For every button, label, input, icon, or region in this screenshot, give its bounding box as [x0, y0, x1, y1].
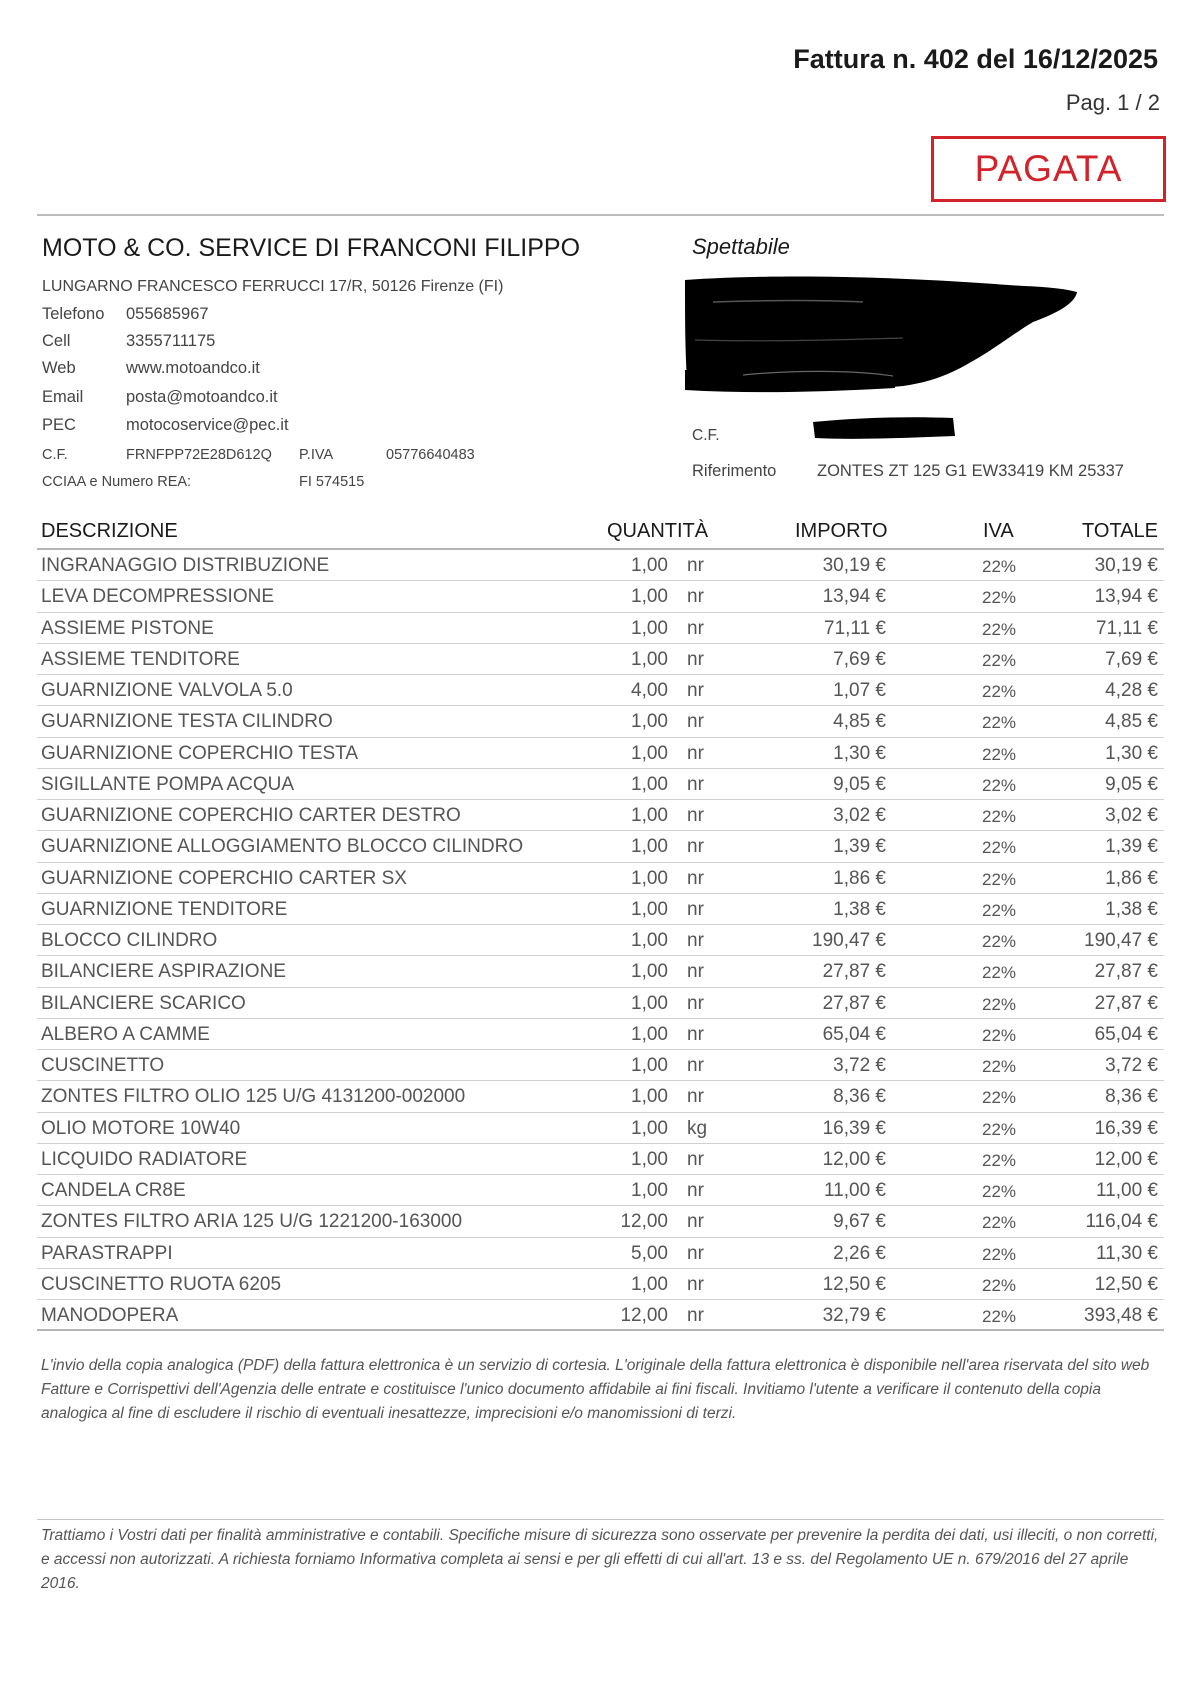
item-amount: 1,39 €: [833, 836, 886, 858]
item-quantity: 1,00: [631, 711, 668, 733]
header-quantity: QUANTITÀ: [607, 520, 709, 542]
item-description: MANODOPERA: [41, 1305, 179, 1326]
item-unit: nr: [687, 1273, 704, 1295]
item-description: ZONTES FILTRO OLIO 125 U/G 4131200-002000: [41, 1086, 466, 1108]
table-row: [37, 1238, 1164, 1269]
item-description: GUARNIZIONE VALVOLA 5.0: [41, 680, 293, 701]
table-row: [37, 1144, 1164, 1175]
item-unit: nr: [687, 1242, 704, 1264]
item-description: PARASTRAPPI: [41, 1242, 173, 1264]
item-vat: 22%: [982, 1025, 1017, 1045]
item-unit: nr: [687, 898, 704, 920]
item-unit: nr: [687, 1211, 704, 1233]
item-total: 11,30 €: [1096, 1242, 1158, 1264]
table-row: [37, 1175, 1164, 1206]
invoice-title: Fattura n. 402 del 16/12/2025: [793, 44, 1158, 74]
item-description: BLOCCO CILINDRO: [41, 930, 218, 951]
item-description: SIGILLANTE POMPA ACQUA: [41, 773, 295, 795]
item-amount: 12,00 €: [822, 1148, 886, 1170]
item-total: 71,11 €: [1096, 617, 1158, 639]
contact-label: PEC: [42, 416, 76, 434]
item-quantity: 1,00: [631, 1055, 668, 1076]
item-quantity: 5,00: [631, 1242, 668, 1264]
item-description: GUARNIZIONE COPERCHIO CARTER DESTRO: [41, 805, 461, 826]
rea-value: FI 574515: [299, 474, 365, 490]
client-cf-label: C.F.: [692, 427, 720, 444]
table-row: [37, 1269, 1164, 1300]
page-number: Pag. 1 / 2: [1065, 90, 1160, 115]
item-quantity: 1,00: [631, 1086, 668, 1108]
item-unit: nr: [687, 773, 704, 795]
contact-value: posta@motoandco.it: [126, 388, 278, 406]
item-total: 393,48 €: [1084, 1305, 1158, 1326]
contact-label: Cell: [42, 332, 71, 350]
table-row: [37, 894, 1164, 925]
item-amount: 11,00 €: [824, 1180, 886, 1201]
table-row: [37, 1019, 1164, 1050]
item-vat: 22%: [982, 650, 1017, 670]
piva-label: P.IVA: [299, 447, 334, 463]
item-amount: 1,86 €: [833, 867, 886, 889]
table-row: [37, 675, 1164, 706]
table-row: [37, 800, 1164, 831]
item-unit: nr: [687, 742, 704, 764]
client-heading: Spettabile: [692, 234, 790, 259]
item-description: BILANCIERE ASPIRAZIONE: [41, 961, 286, 983]
table-row: [37, 1113, 1164, 1144]
item-total: 7,69 €: [1105, 648, 1158, 670]
item-vat: 22%: [982, 932, 1017, 951]
item-quantity: 1,00: [631, 1273, 668, 1295]
item-vat: 22%: [982, 557, 1017, 576]
item-quantity: 1,00: [631, 648, 668, 670]
table-row: [37, 1050, 1164, 1081]
item-amount: 2,26 €: [833, 1242, 886, 1264]
item-quantity: 1,00: [631, 992, 668, 1014]
item-description: GUARNIZIONE TENDITORE: [41, 898, 288, 920]
item-total: 3,02 €: [1105, 805, 1158, 826]
item-unit: kg: [687, 1117, 708, 1139]
item-quantity: 1,00: [631, 898, 668, 920]
item-unit: nr: [687, 992, 704, 1014]
table-row: [37, 613, 1164, 644]
item-amount: 3,72 €: [833, 1055, 886, 1076]
table-row: [37, 644, 1164, 675]
item-description: LICQUIDO RADIATORE: [41, 1148, 248, 1170]
contact-value: 3355711175: [126, 332, 216, 350]
header-total: TOTALE: [1082, 520, 1158, 542]
table-row: [37, 831, 1164, 862]
item-description: CUSCINETTO RUOTA 6205: [41, 1273, 282, 1295]
item-quantity: 1,00: [631, 586, 668, 608]
item-total: 11,00 €: [1096, 1180, 1158, 1201]
item-total: 30,19 €: [1094, 555, 1158, 576]
item-amount: 4,85 €: [833, 711, 886, 733]
item-quantity: 1,00: [631, 930, 668, 951]
items-table: [37, 520, 1164, 1331]
item-amount: 13,94 €: [822, 586, 886, 608]
item-total: 1,38 €: [1105, 898, 1158, 920]
item-amount: 1,07 €: [833, 680, 886, 701]
item-unit: nr: [687, 1305, 704, 1326]
item-quantity: 1,00: [631, 1180, 668, 1201]
table-header: [37, 520, 1164, 550]
privacy-note: Trattiamo i Vostri dati per finalità amministrative e contabili. Specifiche misure di sicurezza sono osservate per prevenire la perdita dei dati, usi illeciti, o non corretti, e accessi non autorizzati. A richiesta forniamo Informativa completa ai sensi e per gli effetti di cui all'art. 13 e ss. del Regolamento UE n. 679/2016 del 27 aprile 2016.: [41, 1527, 1159, 1592]
item-description: LEVA DECOMPRESSIONE: [41, 586, 274, 608]
item-unit: nr: [687, 805, 704, 826]
item-total: 1,30 €: [1105, 742, 1158, 764]
item-vat: 22%: [982, 1057, 1017, 1076]
item-unit: nr: [687, 617, 704, 639]
item-unit: nr: [687, 1023, 704, 1045]
contact-label: Telefono: [42, 305, 105, 323]
item-total: 190,47 €: [1084, 930, 1158, 951]
table-row: [37, 863, 1164, 894]
item-total: 9,05 €: [1105, 773, 1158, 795]
item-unit: nr: [687, 1086, 704, 1108]
table-row: [37, 550, 1164, 581]
courtesy-note: L'invio della copia analogica (PDF) della fattura elettronica è un servizio di cortesia. L'originale della fattura elettronica è disponibile nell'area riservata del sito web Fatture e Corrispettivi dell'Agenzia delle entrate e costituisce l'unico documento affidabile ai fini fiscali. Invitiamo l'utente a verificare il contenuto della copia analogica al fine di escludere il rischio di eventuali inesattezze, imprecisioni e/o manomissioni di terzi.: [41, 1357, 1150, 1422]
contact-value: motocoservice@pec.it: [126, 416, 289, 434]
contact-label: Email: [42, 388, 84, 406]
table-row: [37, 581, 1164, 612]
header-amount: IMPORTO: [795, 520, 888, 542]
item-description: ZONTES FILTRO ARIA 125 U/G 1221200-163000: [41, 1211, 463, 1233]
item-unit: nr: [687, 555, 704, 576]
item-quantity: 4,00: [631, 680, 668, 701]
item-amount: 1,38 €: [833, 898, 886, 920]
item-amount: 27,87 €: [822, 961, 886, 983]
item-description: GUARNIZIONE COPERCHIO CARTER SX: [41, 867, 407, 889]
item-amount: 12,50 €: [822, 1273, 886, 1295]
item-vat: 22%: [982, 963, 1017, 983]
item-quantity: 1,00: [631, 555, 668, 576]
item-total: 12,50 €: [1094, 1273, 1158, 1295]
item-vat: 22%: [982, 1275, 1017, 1295]
company-address: LUNGARNO FRANCESCO FERRUCCI 17/R, 50126 Firenze (FI): [42, 278, 504, 295]
item-vat: 22%: [982, 869, 1017, 889]
item-total: 8,36 €: [1105, 1086, 1158, 1108]
header-divider: [37, 214, 1164, 216]
item-unit: nr: [687, 680, 704, 701]
item-vat: 22%: [982, 1182, 1017, 1201]
cf-label: C.F.: [42, 447, 68, 463]
item-vat: 22%: [982, 1150, 1017, 1170]
reference-label: Riferimento: [692, 462, 777, 480]
item-quantity: 1,00: [631, 805, 668, 826]
item-description: CUSCINETTO: [41, 1055, 165, 1076]
item-vat: 22%: [982, 994, 1017, 1014]
item-description: ASSIEME TENDITORE: [41, 648, 240, 670]
item-amount: 32,79 €: [822, 1305, 886, 1326]
item-amount: 27,87 €: [822, 992, 886, 1014]
footer-divider: [37, 1519, 1164, 1520]
item-quantity: 1,00: [631, 1148, 668, 1170]
item-total: 16,39 €: [1094, 1117, 1158, 1139]
item-vat: 22%: [982, 1213, 1017, 1233]
header-description: DESCRIZIONE: [41, 520, 178, 542]
redacted-client-details: [683, 270, 1083, 455]
item-unit: nr: [687, 648, 704, 670]
item-unit: nr: [687, 961, 704, 983]
item-total: 4,28 €: [1105, 680, 1158, 701]
table-row: [37, 706, 1164, 737]
item-vat: 22%: [982, 588, 1017, 608]
item-total: 3,72 €: [1105, 1055, 1158, 1076]
item-amount: 65,04 €: [822, 1023, 886, 1045]
item-vat: 22%: [982, 838, 1017, 858]
rea-label: CCIAA e Numero REA:: [42, 474, 192, 490]
item-vat: 22%: [982, 1119, 1017, 1139]
header-vat: IVA: [983, 520, 1014, 542]
item-total: 116,04 €: [1085, 1211, 1158, 1233]
item-total: 12,00 €: [1094, 1148, 1158, 1170]
item-total: 4,85 €: [1105, 711, 1158, 733]
item-unit: nr: [687, 586, 704, 608]
item-amount: 7,69 €: [833, 648, 886, 670]
item-quantity: 1,00: [631, 742, 668, 764]
table-row: [37, 925, 1164, 956]
item-total: 27,87 €: [1094, 961, 1158, 983]
table-row: [37, 1206, 1164, 1237]
contact-value: 055685967: [126, 305, 209, 323]
item-amount: 9,67 €: [833, 1211, 886, 1233]
item-vat: 22%: [982, 1244, 1017, 1264]
item-description: INGRANAGGIO DISTRIBUZIONE: [41, 555, 330, 576]
company-name: MOTO & CO. SERVICE DI FRANCONI FILIPPO: [42, 234, 581, 262]
item-vat: 22%: [982, 775, 1017, 795]
item-unit: nr: [687, 1055, 704, 1076]
item-quantity: 12,00: [620, 1305, 668, 1326]
table-row: [37, 1081, 1164, 1112]
item-quantity: 12,00: [620, 1211, 668, 1233]
item-quantity: 1,00: [631, 617, 668, 639]
item-total: 13,94 €: [1094, 586, 1158, 608]
item-unit: nr: [687, 867, 704, 889]
item-amount: 1,30 €: [833, 742, 886, 764]
reference-value: ZONTES ZT 125 G1 EW33419 KM 25337: [817, 462, 1124, 480]
item-quantity: 1,00: [631, 773, 668, 795]
item-amount: 71,11 €: [824, 617, 886, 639]
item-description: GUARNIZIONE ALLOGGIAMENTO BLOCCO CILINDRO: [41, 836, 524, 858]
item-vat: 22%: [982, 807, 1017, 826]
table-row: [37, 988, 1164, 1019]
piva-value: 05776640483: [386, 447, 475, 463]
item-vat: 22%: [982, 1088, 1017, 1108]
item-quantity: 1,00: [631, 1023, 668, 1045]
item-amount: 8,36 €: [833, 1086, 886, 1108]
item-amount: 16,39 €: [822, 1117, 886, 1139]
item-unit: nr: [687, 711, 704, 733]
item-quantity: 1,00: [631, 1117, 668, 1139]
item-amount: 190,47 €: [812, 930, 886, 951]
paid-stamp: PAGATA: [931, 136, 1166, 202]
table-row: [37, 1300, 1164, 1331]
item-description: CANDELA CR8E: [41, 1180, 186, 1201]
item-total: 1,86 €: [1105, 867, 1158, 889]
item-description: OLIO MOTORE 10W40: [41, 1117, 241, 1139]
item-amount: 9,05 €: [833, 773, 886, 795]
item-vat: 22%: [982, 1307, 1017, 1326]
table-row: [37, 769, 1164, 800]
item-total: 65,04 €: [1094, 1023, 1158, 1045]
item-unit: nr: [687, 836, 704, 858]
item-vat: 22%: [982, 619, 1017, 639]
item-unit: nr: [687, 1148, 704, 1170]
item-description: GUARNIZIONE COPERCHIO TESTA: [41, 742, 359, 764]
cf-value: FRNFPP72E28D612Q: [126, 447, 272, 463]
item-description: BILANCIERE SCARICO: [41, 992, 246, 1014]
item-total: 1,39 €: [1105, 836, 1158, 858]
contact-value: www.motoandco.it: [126, 359, 260, 377]
item-vat: 22%: [982, 682, 1017, 701]
item-amount: 30,19 €: [822, 555, 886, 576]
item-description: GUARNIZIONE TESTA CILINDRO: [41, 711, 333, 733]
item-vat: 22%: [982, 744, 1017, 764]
item-amount: 3,02 €: [833, 805, 886, 826]
item-description: ASSIEME PISTONE: [41, 617, 214, 639]
item-vat: 22%: [982, 713, 1017, 733]
item-vat: 22%: [982, 900, 1017, 920]
item-quantity: 1,00: [631, 961, 668, 983]
contact-label: Web: [42, 359, 76, 377]
item-quantity: 1,00: [631, 867, 668, 889]
item-unit: nr: [687, 930, 704, 951]
item-unit: nr: [687, 1180, 704, 1201]
item-quantity: 1,00: [631, 836, 668, 858]
table-body: [37, 550, 1164, 1331]
item-total: 27,87 €: [1094, 992, 1158, 1014]
table-row: [37, 738, 1164, 769]
table-row: [37, 956, 1164, 987]
item-description: ALBERO A CAMME: [41, 1023, 210, 1045]
